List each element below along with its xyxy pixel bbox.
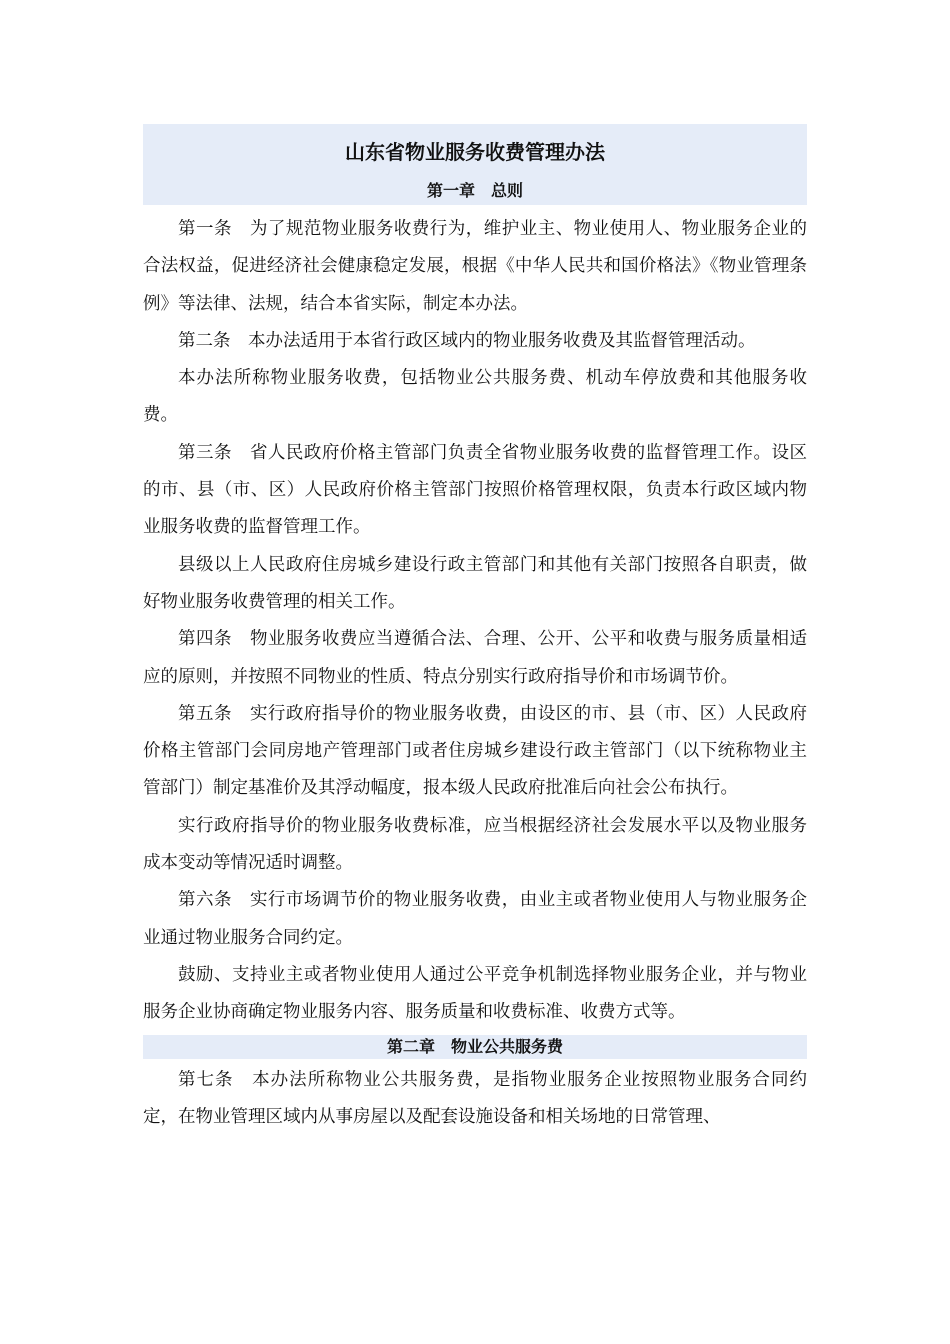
- article-6: 第六条 实行市场调节价的物业服务收费，由业主或者物业使用人与物业服务企业通过物业服务合同约定。: [143, 890, 807, 948]
- article-2-clause: 本办法所称物业服务收费，包括物业公共服务费、机动车停放费和其他服务收费。: [143, 368, 807, 426]
- article-6-clause: 鼓励、支持业主或者物业使用人通过公平竞争机制选择物业服务企业，并与物业服务企业协商确定物业服务内容、服务质量和收费标准、收费方式等。: [143, 964, 807, 1023]
- chapter-2-body: [143, 1062, 807, 1137]
- title-block: [143, 124, 807, 205]
- article-3-clause: 县级以上人民政府住房城乡建设行政主管部门和其他有关部门按照各自职责，做好物业服务收费管理的相关工作。: [143, 554, 807, 612]
- article-3: 第三条 省人民政府价格主管部门负责全省物业服务收费的监督管理工作。设区的市、县（市、区）人民政府价格主管部门按照价格管理权限，负责本行政区域内物业服务收费的监督管理工作。: [143, 442, 807, 538]
- article-5: 第五条 实行政府指导价的物业服务收费，由设区的市、县（市、区）人民政府价格主管部门会同房地产管理部门或者住房城乡建设行政主管部门（以下统称物业主管部门）制定基准价及其浮动幅度，报本级人民政府批准后向社会公布执行。: [143, 703, 807, 799]
- document-content: [143, 124, 807, 1136]
- chapter-heading-1: 第一章 总则: [143, 179, 807, 205]
- article-5-clause: 实行政府指导价的物业服务收费标准，应当根据经济社会发展水平以及物业服务成本变动等情况适时调整。: [143, 815, 807, 874]
- chapter-1-body: [143, 211, 807, 1032]
- article-4: 第四条 物业服务收费应当遵循合法、合理、公开、公平和收费与服务质量相适应的原则，并按照不同物业的性质、特点分别实行政府指导价和市场调节价。: [143, 629, 807, 687]
- article-7: 第七条 本办法所称物业公共服务费，是指物业服务企业按照物业服务合同约定，在物业管理区域内从事房屋以及配套设施设备和相关场地的日常管理、: [143, 1069, 807, 1127]
- article-2: 第二条 本办法适用于本省行政区域内的物业服务收费及其监督管理活动。: [178, 330, 756, 351]
- chapter-heading-2: 第二章 物业公共服务费: [143, 1035, 807, 1059]
- document-title: 山东省物业服务收费管理办法: [345, 140, 605, 164]
- article-1: 第一条 为了规范物业服务收费行为，维护业主、物业使用人、物业服务企业的合法权益，促进经济社会健康稳定发展，根据《中华人民共和国价格法》《物业管理条例》等法律、法规，结合本省实际，制定本办法。: [143, 219, 807, 314]
